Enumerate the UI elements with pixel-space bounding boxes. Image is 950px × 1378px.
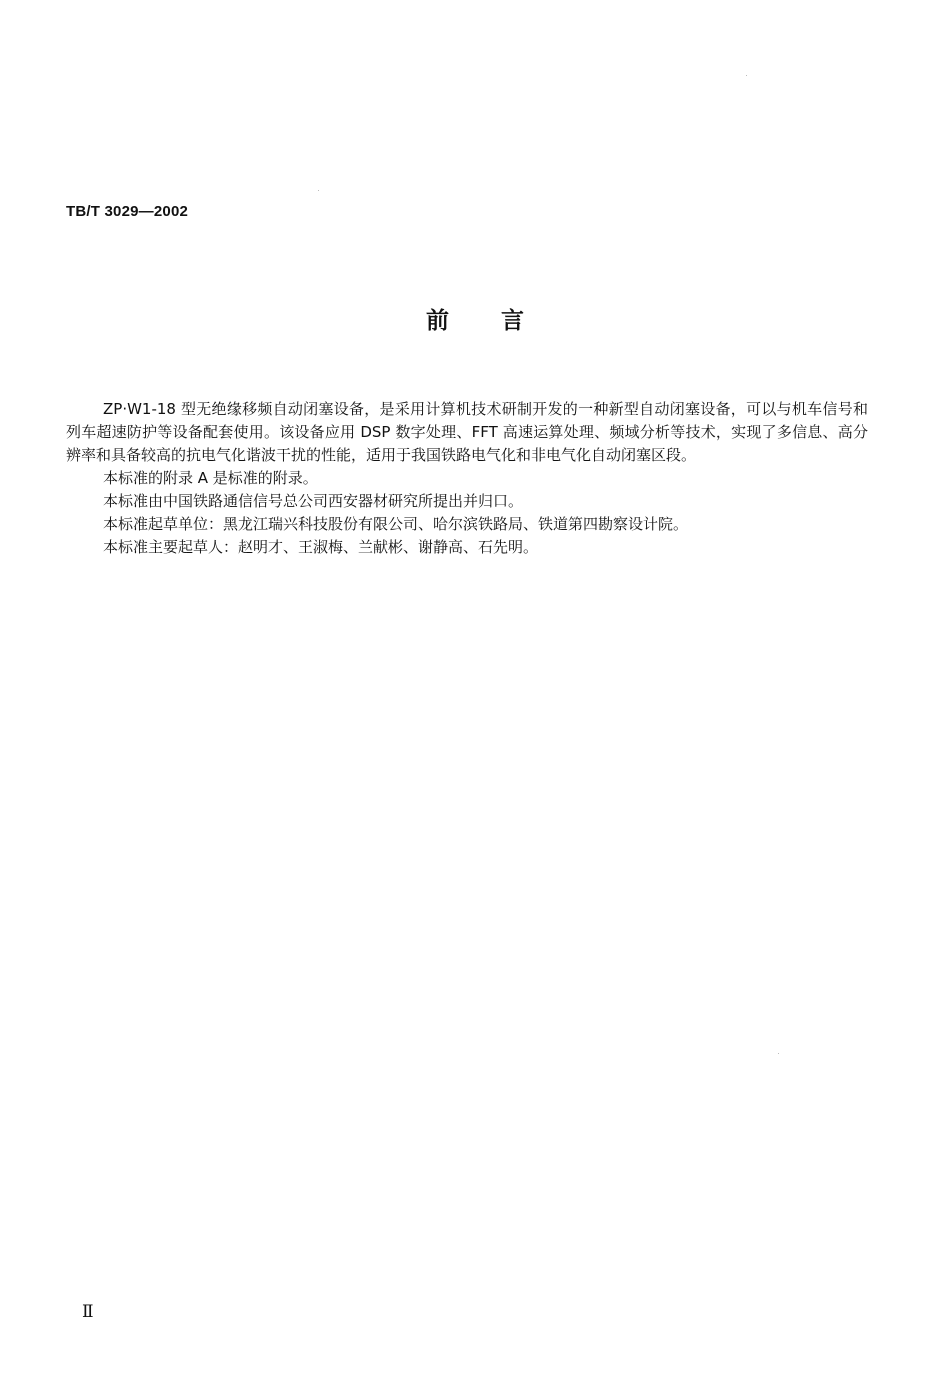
title-char-2: 言: [501, 308, 524, 334]
paragraph-drafting-units: 本标准起草单位：黑龙江瑞兴科技股份有限公司、哈尔滨铁路局、铁道第四勘察设计院。: [103, 515, 689, 533]
foreword-body: [66, 398, 868, 559]
paragraph-drafters: 本标准主要起草人：赵明才、王淑梅、兰献彬、谢静高、石先明。: [103, 538, 539, 556]
title-char-1: 前: [426, 308, 449, 334]
scan-speck: [318, 190, 319, 191]
standard-code: TB/T 3029—2002: [66, 203, 189, 220]
paragraph-appendix: 本标准的附录 A 是标准的附录。: [103, 469, 318, 487]
paragraph-intro: ZP·W1-18 型无绝缘移频自动闭塞设备，是采用计算机技术研制开发的一种新型自动闭塞设备，可以与机车信号和列车超速防护等设备配套使用。该设备应用 DSP 数字处理、FFT 高速运算处理、频域分析等技术，实现了多信息、高分辨率和具备较高的抗电气化谐波干扰的性能，适用于我国铁路电气化和非电气化自动闭塞区段。: [66, 400, 868, 464]
scan-speck: [746, 75, 747, 76]
page-number: Ⅱ: [82, 1302, 94, 1321]
page-title: [0, 306, 950, 336]
paragraph-proposer: 本标准由中国铁路通信信号总公司西安器材研究所提出并归口。: [103, 492, 524, 510]
scan-speck: [778, 1053, 779, 1054]
